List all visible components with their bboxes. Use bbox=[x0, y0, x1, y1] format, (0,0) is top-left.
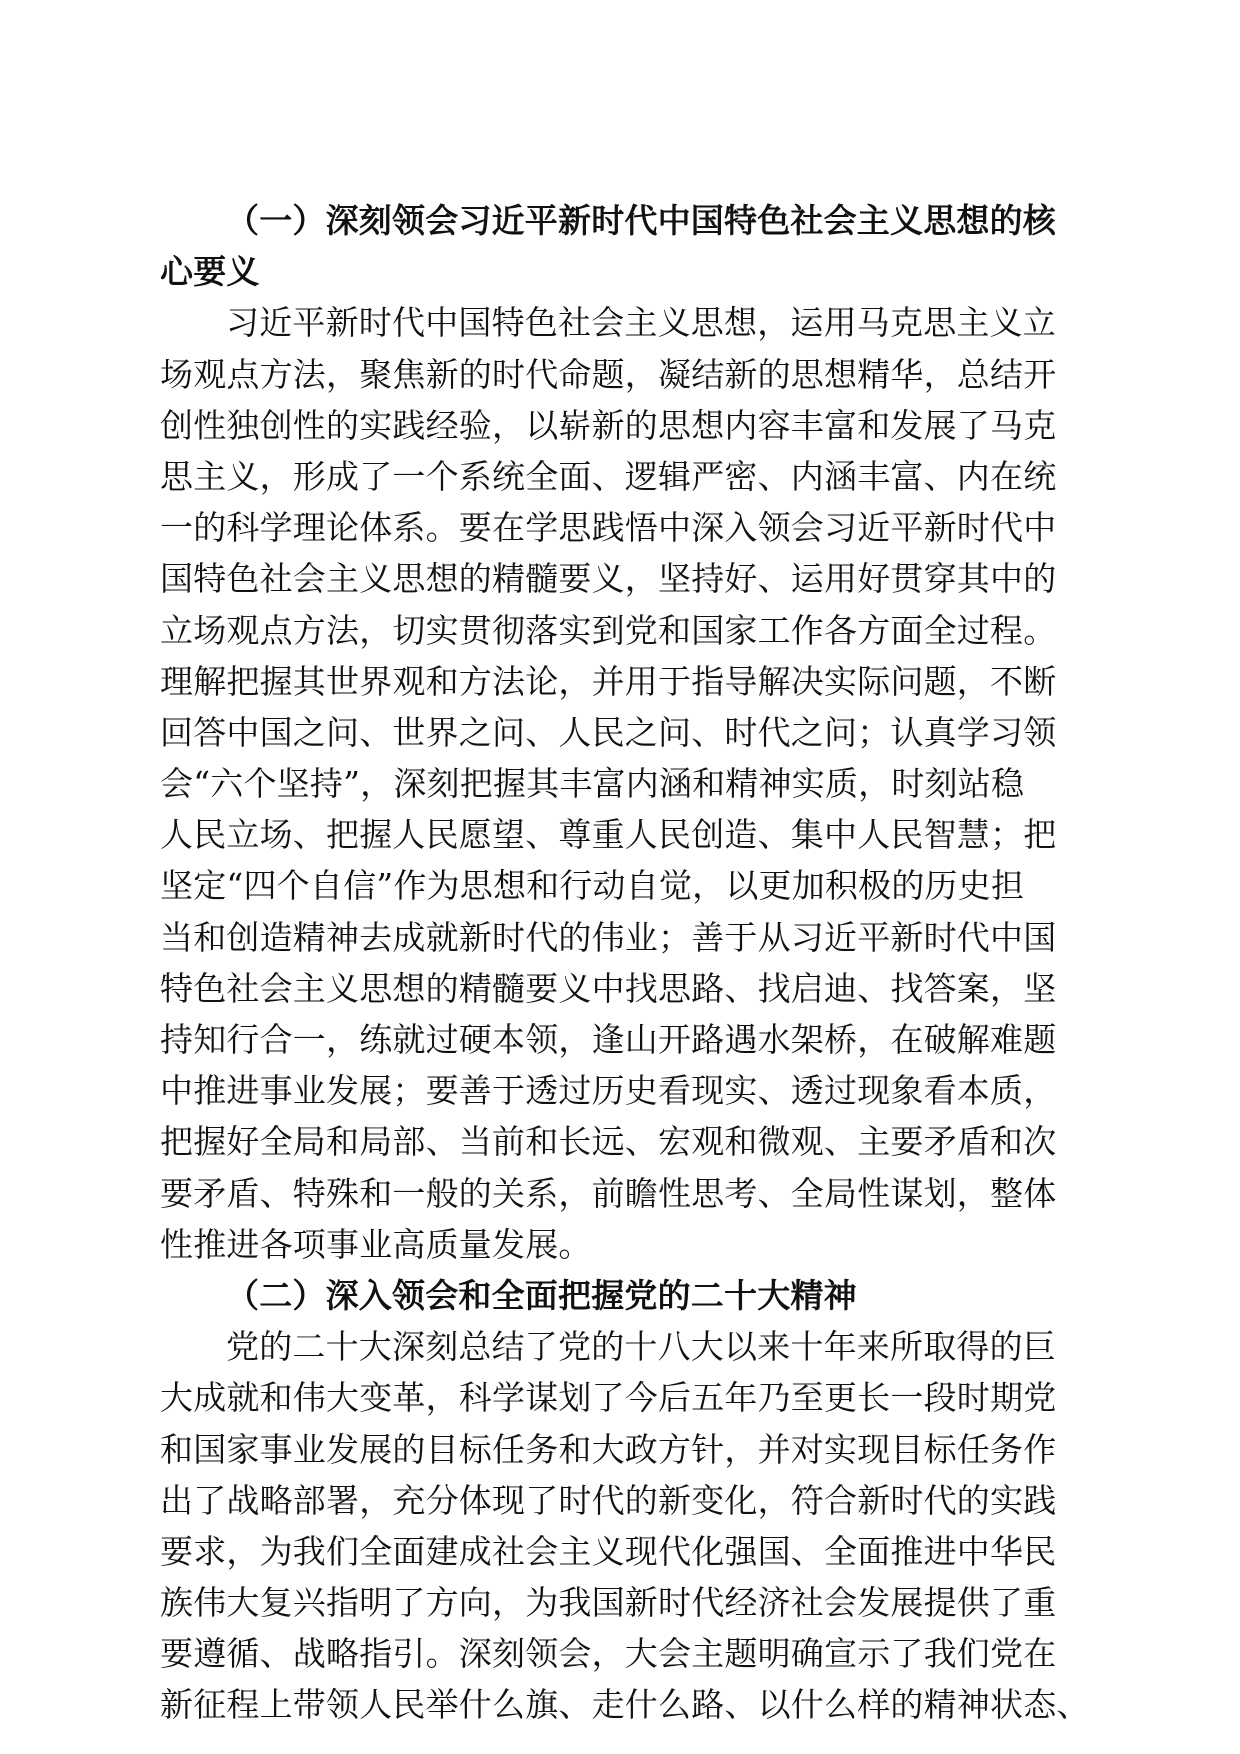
paragraph-line: 立场观点方法，切实贯彻落实到党和国家工作各方面全过程。 bbox=[160, 610, 1057, 650]
section-2 bbox=[160, 1270, 1090, 1731]
paragraph-line: 人民立场、把握人民愿望、尊重人民创造、集中人民智慧；把 bbox=[160, 815, 1057, 855]
heading-line: （一）深刻领会习近平新时代中国特色社会主义思想的核 bbox=[226, 201, 1056, 240]
paragraph-line: 持知行合一，练就过硬本领，逢山开路遇水架桥，在破解难题 bbox=[160, 1020, 1057, 1059]
paragraph-line: 会“六个坚持”，深刻把握其丰富内涵和精神实质，时刻站稳 bbox=[160, 764, 1025, 804]
paragraph-line: 要遵循、战略指引。深刻领会，大会主题明确宣示了我们党在 bbox=[160, 1634, 1057, 1674]
paragraph-line: 思主义，形成了一个系统全面、逻辑严密、内涵丰富、内在统 bbox=[160, 456, 1057, 496]
paragraph-line: 性推进各项事业高质量发展。 bbox=[160, 1224, 592, 1264]
paragraph-line: 大成就和伟大变革，科学谋划了今后五年乃至更长一段时期党 bbox=[160, 1378, 1057, 1418]
paragraph-line: 出了战略部署，充分体现了时代的新变化，符合新时代的实践 bbox=[160, 1480, 1057, 1520]
paragraph-line: 理解把握其世界观和方法论，并用于指导解决实际问题，不断 bbox=[160, 661, 1057, 701]
section-heading bbox=[160, 195, 1080, 297]
paragraph-line: 中推进事业发展；要善于透过历史看现实、透过现象看本质， bbox=[160, 1071, 1057, 1111]
paragraph-line: 要求，为我们全面建成社会主义现代化强国、全面推进中华民 bbox=[160, 1531, 1057, 1571]
heading-line: （二）深入领会和全面把握党的二十大精神 bbox=[226, 1275, 857, 1315]
paragraph-line: 新征程上带领人民举什么旗、走什么路、以什么样的精神状态、 bbox=[160, 1685, 1090, 1725]
paragraph-line: 党的二十大深刻总结了党的十八大以来十年来所取得的巨 bbox=[226, 1327, 1056, 1367]
paragraph-line: 特色社会主义思想的精髓要义中找思路、找启迪、找答案，坚 bbox=[160, 968, 1057, 1008]
paragraph-line: 族伟大复兴指明了方向，为我国新时代经济社会发展提供了重 bbox=[160, 1583, 1057, 1623]
section-1 bbox=[160, 195, 1080, 1270]
paragraph-line: 当和创造精神去成就新时代的伟业；善于从习近平新时代中国 bbox=[160, 917, 1057, 957]
paragraph-line: 坚定“四个自信”作为思想和行动自觉，以更加积极的历史担 bbox=[160, 866, 1025, 906]
section-heading bbox=[160, 1270, 1080, 1321]
paragraph-line: 一的科学理论体系。要在学思践悟中深入领会习近平新时代中 bbox=[160, 508, 1057, 548]
paragraph-line: 场观点方法，聚焦新的时代命题，凝结新的思想精华，总结开 bbox=[160, 354, 1057, 394]
heading-line: 心要义 bbox=[160, 252, 260, 292]
paragraph-line: 国特色社会主义思想的精髓要义，坚持好、运用好贯穿其中的 bbox=[160, 559, 1057, 599]
paragraph-line: 回答中国之问、世界之问、人民之问、时代之问；认真学习领 bbox=[160, 712, 1057, 752]
paragraph-line: 要矛盾、特殊和一般的关系，前瞻性思考、全局性谋划，整体 bbox=[160, 1173, 1057, 1213]
document-page bbox=[160, 195, 1090, 1731]
paragraph bbox=[160, 1321, 1090, 1731]
paragraph bbox=[160, 297, 1080, 1270]
paragraph-line: 创性独创性的实践经验，以崭新的思想内容丰富和发展了马克 bbox=[160, 405, 1057, 445]
paragraph-line: 把握好全局和局部、当前和长远、宏观和微观、主要矛盾和次 bbox=[160, 1122, 1057, 1162]
paragraph-line: 和国家事业发展的目标任务和大政方针，并对实现目标任务作 bbox=[160, 1429, 1057, 1469]
paragraph-line: 习近平新时代中国特色社会主义思想，运用马克思主义立 bbox=[226, 303, 1056, 343]
